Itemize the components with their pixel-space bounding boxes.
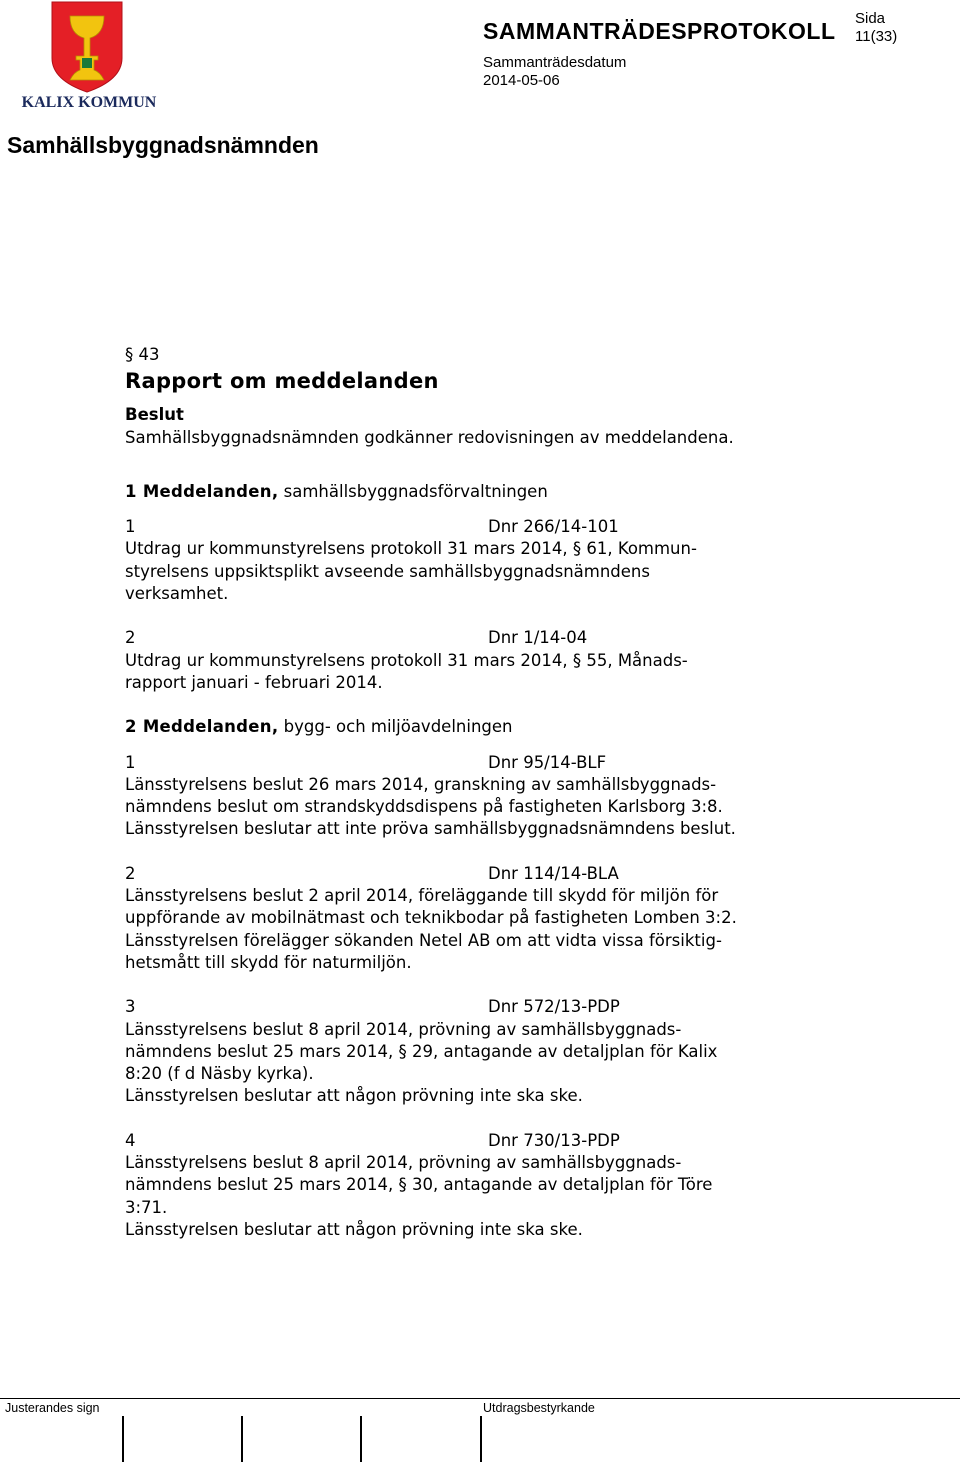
item-line: nämndens beslut 25 mars 2014, § 29, antagande av detaljplan för Kalix: [125, 1041, 718, 1061]
section-title: Rapport om meddelanden: [125, 369, 439, 394]
item-header: [125, 752, 925, 774]
item-line: hetsmått till skydd för naturmiljön.: [125, 952, 412, 972]
item-line: rapport januari - februari 2014.: [125, 672, 383, 692]
item-dnr: Dnr 114/14-BLA: [488, 863, 619, 883]
group-heading-text: samhällsbyggnadsförvaltningen: [278, 481, 548, 501]
group-heading-text: bygg- och miljöavdelningen: [278, 717, 513, 737]
signature-divider: [122, 1416, 124, 1462]
item-line: Länsstyrelsen beslutar att inte pröva samhällsbyggnadsnämndens beslut.: [125, 819, 736, 839]
paragraph-number: § 43: [125, 345, 160, 364]
item-number: 2: [125, 628, 136, 648]
item-line: nämndens beslut 25 mars 2014, § 30, antagande av detaljplan för Töre: [125, 1175, 713, 1195]
item-line: Utdrag ur kommunstyrelsens protokoll 31 mars 2014, § 55, Månads-: [125, 650, 688, 670]
item-dnr: Dnr 1/14-04: [488, 628, 588, 648]
item-line: Länsstyrelsens beslut 26 mars 2014, granskning av samhällsbyggnads-: [125, 774, 717, 794]
item-header: [125, 1130, 925, 1152]
item-header: [125, 516, 925, 538]
item-line: Länsstyrelsen beslutar att någon prövning inte ska ske.: [125, 1219, 583, 1239]
item-line: 8:20 (f d Näsby kyrka).: [125, 1064, 314, 1084]
group-heading: [125, 716, 925, 738]
kalix-kommun-logo: [14, 0, 164, 112]
item-number: 2: [125, 863, 136, 883]
item-header: [125, 627, 925, 649]
item-line: Länsstyrelsen förelägger sökanden Netel AB om att vidta vissa försiktig-: [125, 930, 722, 950]
item-line: uppförande av mobilnätmast och teknikbodar på fastigheten Lomben 3:2.: [125, 908, 737, 928]
item-dnr: Dnr 95/14-BLF: [488, 752, 607, 772]
page-number: 11(33): [855, 28, 898, 45]
document-title: SAMMANTRÄDESPROTOKOLL: [483, 18, 836, 44]
decision-heading: Beslut: [125, 405, 184, 425]
group-heading-bold: 1 Meddelanden,: [125, 481, 279, 501]
item-number: 1: [125, 517, 136, 537]
item-line: styrelsens uppsiktsplikt avseende samhällsbyggnadsnämndens: [125, 561, 650, 581]
item-header: [125, 863, 925, 885]
meeting-date: 2014-05-06: [483, 72, 560, 89]
protocol-content: [125, 344, 925, 1241]
item-number: 1: [125, 752, 136, 772]
logo-wordmark: KALIX KOMMUN: [21, 94, 157, 111]
item-dnr: Dnr 730/13-PDP: [488, 1130, 620, 1150]
item-line: Länsstyrelsens beslut 8 april 2014, prövning av samhällsbyggnads-: [125, 1019, 682, 1039]
item-line: 3:71.: [125, 1197, 168, 1217]
group-heading: [125, 481, 925, 503]
signature-divider: [360, 1416, 362, 1462]
signature-label: Justerandes sign: [5, 1401, 100, 1415]
meeting-date-label: Sammanträdesdatum: [483, 54, 627, 71]
group-heading-bold: 2 Meddelanden,: [125, 717, 279, 737]
item-number: 4: [125, 1130, 136, 1150]
item-line: Länsstyrelsen beslutar att någon prövning inte ska ske.: [125, 1086, 583, 1106]
item-line: Länsstyrelsens beslut 8 april 2014, prövning av samhällsbyggnads-: [125, 1153, 682, 1173]
signature-divider: [480, 1416, 482, 1462]
item-dnr: Dnr 572/13-PDP: [488, 997, 620, 1017]
decision-text: Samhällsbyggnadsnämnden godkänner redovisningen av meddelandena.: [125, 427, 734, 447]
item-dnr: Dnr 266/14-101: [488, 517, 619, 537]
committee-name: Samhällsbyggnadsnämnden: [7, 132, 319, 158]
signature-footer: [0, 1398, 960, 1464]
signature-divider: [241, 1416, 243, 1462]
page-label: Sida: [855, 10, 886, 27]
item-number: 3: [125, 997, 136, 1017]
item-line: verksamhet.: [125, 584, 229, 604]
extract-label: Utdragsbestyrkande: [483, 1401, 595, 1415]
item-header: [125, 996, 925, 1018]
item-line: nämndens beslut om strandskyddsdispens på fastigheten Karlsborg 3:8.: [125, 797, 723, 817]
item-line: Länsstyrelsens beslut 2 april 2014, föreläggande till skydd för miljön för: [125, 886, 719, 906]
item-line: Utdrag ur kommunstyrelsens protokoll 31 mars 2014, § 61, Kommun-: [125, 539, 697, 559]
